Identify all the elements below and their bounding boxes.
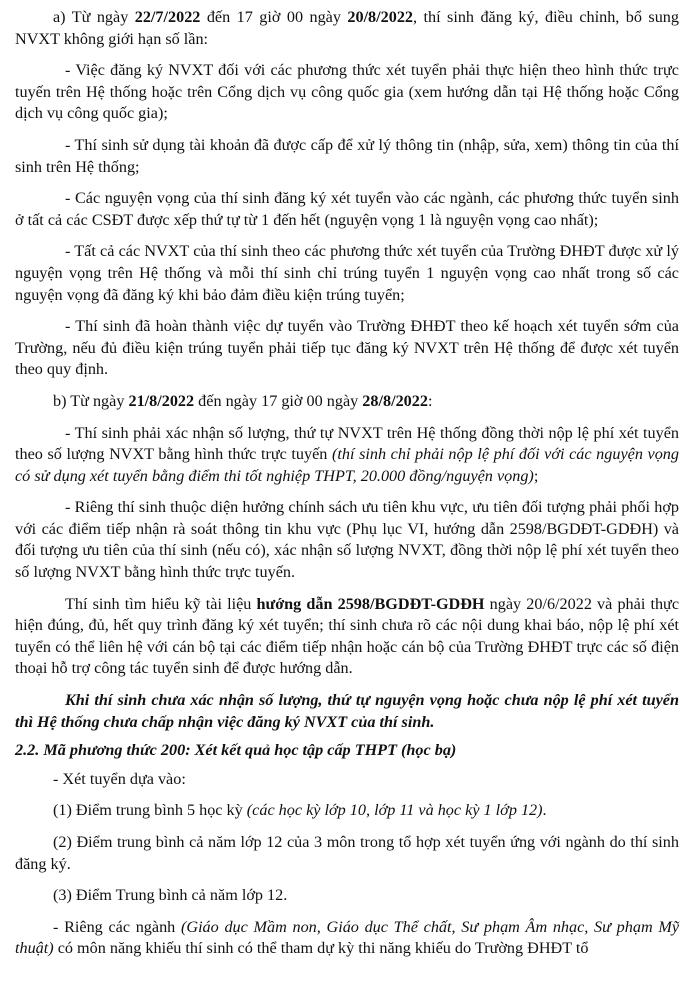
criteria-3: (3) Điểm Trung bình cả năm lớp 12. (53, 886, 288, 905)
text: - Riêng các ngành (53, 917, 181, 936)
criteria-1 (15, 800, 679, 822)
paragraph-a (15, 7, 679, 50)
text: ; (533, 466, 539, 485)
warning-note: Khi thí sinh chưa xác nhận số lượng, thứ tự nguyện vọng hoặc chưa nộp lệ phí xét tuyển thì Hệ thống chưa chấp nhận việc đăng ký NVXT của thí sinh. (15, 691, 679, 731)
bullet-priority: - Riêng thí sinh thuộc diện hưởng chính sách ưu tiên khu vực, ưu tiên đối tượng phải phối hợp với các điểm tiếp nhận rà soát thông tin khu vực (Phụ lục VI, hướng dẫn 2598/BGDĐT-GDĐH) và đối tượng ưu tiên của thí sinh (nếu có), xác nhận số lượng NVXT, đồng thời nộp lệ phí xét tuyển theo số lượng NVXT bằng hình thức trực tuyến. (15, 498, 679, 582)
date-end: 20/8/2022 (347, 8, 414, 26)
bullet-early: - Thí sinh đã hoàn thành việc dự tuyển vào Trường ĐHĐT theo kế hoạch xét tuyển sớm của Trường, nếu đủ điều kiện trúng tuyển phải tiếp tục đăng ký NVXT trên Hệ thống để được xét tuyển theo quy định. (15, 317, 679, 379)
bullet-processing: - Tất cả các NVXT của thí sinh theo các phương thức xét tuyển của Trường ĐHĐT được xử lý nguyện vọng trên Hệ thống và mỗi thí sinh chỉ trúng tuyển 1 nguyện vọng cao nhất trong số các nguyện vọng đã đăng ký khi bảo đảm điều kiện trúng tuyển; (15, 242, 679, 304)
majors-note: (Giáo dục Mầm non, Giáo dục Thể chất, Sư phạm Âm nhạc, Sư phạm Mỹ thuật) (15, 917, 680, 958)
text: có môn năng khiếu thí sinh có thể tham dự kỳ thi năng khiếu do Trường ĐHĐT tổ (53, 939, 589, 958)
text: a) Từ ngày (53, 8, 135, 26)
semester-note: (các học kỳ lớp 10, lớp 11 và học kỳ 1 lớp 12) (246, 801, 543, 820)
date-start: 21/8/2022 (128, 391, 195, 410)
date-start: 22/7/2022 (134, 8, 201, 26)
paragraph-guide (15, 594, 679, 680)
criteria-2: (2) Điểm trung bình cả năm lớp 12 của 3 môn trong tổ hợp xét tuyển ứng với ngành do thí sinh đăng ký. (15, 833, 679, 873)
text: ngày 20/6/2022 và phải thực hiện đúng, đủ, hết quy trình đăng ký xét tuyển; thí sinh chưa rõ các nội dung khai báo, nộp lệ phí xét tuyển có thể liên hệ với cán bộ tại các điểm tiếp nhận hoặc cán bộ của Trường ĐHĐT trực các số điện thoại hỗ trợ công tác tuyển sinh để được hướng dẫn. (15, 594, 679, 678)
text: , thí sinh đăng ký, điều chỉnh, bổ sung NVXT không giới hạn số lần: (15, 8, 679, 48)
bullet-order: - Các nguyện vọng của thí sinh đăng ký xét tuyển vào các ngành, các phương thức tuyển sinh ở tất cả các CSĐT được xếp thứ tự từ 1 đến hết (nguyện vọng 1 là nguyện vọng cao nhất); (15, 189, 679, 229)
text: đến ngày 17 giờ 00 ngày (194, 391, 363, 410)
text: - Thí sinh phải xác nhận số lượng, thứ tự NVXT trên Hệ thống đồng thời nộp lệ phí xét tuyển theo số lượng NVXT bằng hình thức trực tuyến (15, 423, 679, 464)
text: . (542, 801, 547, 820)
text: đến 17 giờ 00 ngày (200, 8, 348, 26)
date-end: 28/8/2022 (362, 391, 428, 410)
text: : (427, 391, 433, 410)
bullet-aptitude (15, 917, 679, 960)
guide-reference: hướng dẫn 2598/BGDĐT-GDĐH (256, 594, 485, 613)
text: Thí sinh tìm hiểu kỹ tài liệu (65, 594, 257, 613)
paragraph-b (15, 391, 679, 413)
fee-note: (thí sinh chỉ phải nộp lệ phí đối với các nguyện vọng có sử dụng xét tuyển bằng điểm thi tốt nghiệp THPT, 20.000 đồng/nguyện vọng) (15, 445, 679, 485)
bullet-criteria: - Xét tuyển dựa vào: (53, 769, 186, 788)
section-heading-2-2: 2.2. Mã phương thức 200: Xét kết quả học tập cấp THPT (học bạ) (15, 741, 457, 760)
bullet-confirm (15, 423, 679, 488)
bullet-register: - Việc đăng ký NVXT đối với các phương thức xét tuyển phải thực hiện theo hình thức trực tuyến trên Hệ thống hoặc trên Cổng dịch vụ công quốc gia (xem hướng dẫn tại Hệ thống hoặc Cổng dịch vụ công quốc gia); (15, 61, 679, 123)
bullet-account: - Thí sinh sử dụng tài khoản đã được cấp để xử lý thông tin (nhập, sửa, xem) thông tin của thí sinh trên Hệ thống; (15, 135, 679, 176)
text: (1) Điểm trung bình 5 học kỳ (53, 801, 247, 820)
text: b) Từ ngày (53, 391, 129, 410)
